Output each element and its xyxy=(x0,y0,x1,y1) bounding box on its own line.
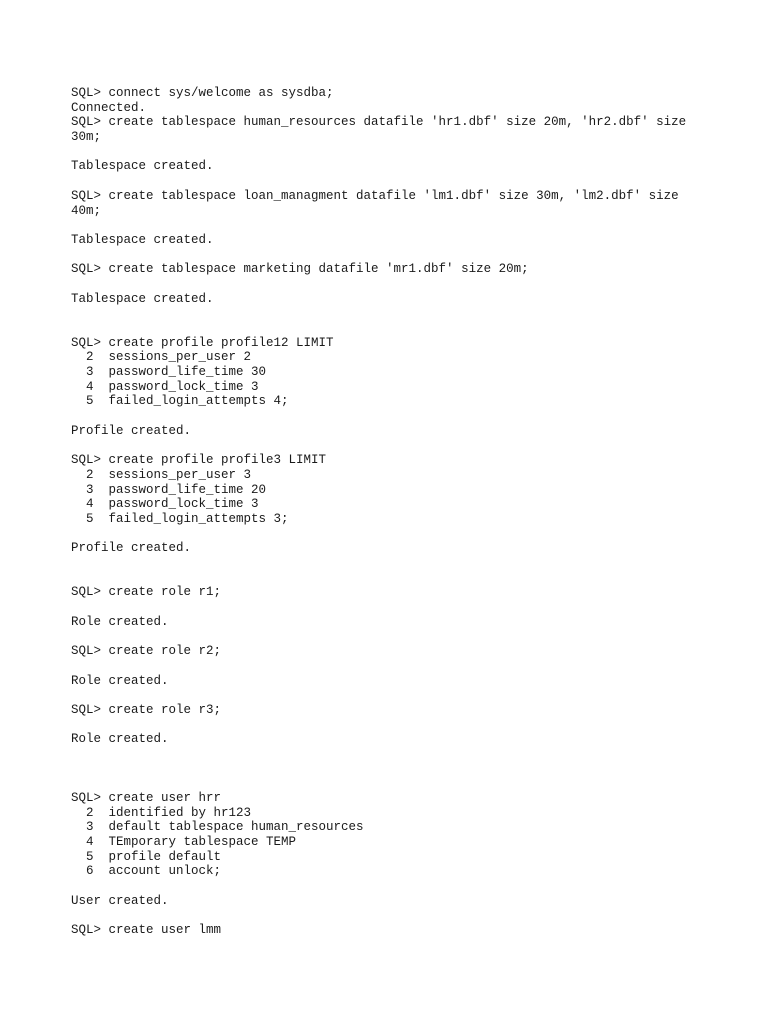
transcript-line xyxy=(71,218,731,233)
transcript-line xyxy=(71,747,731,762)
transcript-line xyxy=(71,762,731,777)
transcript-line: Role created. xyxy=(71,673,169,688)
transcript-line: 3 password_life_time 30 xyxy=(71,365,267,380)
transcript-line: 4 TEmporary tablespace TEMP xyxy=(71,835,297,850)
transcript-line: 2 sessions_per_user 3 xyxy=(71,467,252,482)
transcript-line xyxy=(71,688,731,703)
transcript-line: Profile created. xyxy=(71,541,192,556)
transcript-line: User created. xyxy=(71,893,169,908)
transcript-line xyxy=(71,659,731,674)
transcript-line xyxy=(71,248,731,263)
transcript-line: 3 password_life_time 20 xyxy=(71,482,267,497)
transcript-line xyxy=(71,174,731,189)
transcript-line xyxy=(71,145,731,160)
transcript-line: 40m; xyxy=(71,203,102,218)
transcript-line: SQL> create tablespace marketing datafile 'mr1.dbf' size 20m; xyxy=(71,262,529,277)
transcript-line: SQL> connect sys/welcome as sysdba; xyxy=(71,86,334,100)
transcript-line: 4 password_lock_time 3 xyxy=(71,497,259,512)
transcript-line: 5 failed_login_attempts 3; xyxy=(71,511,289,526)
transcript-line: SQL> create tablespace loan_managment datafile 'lm1.dbf' size 30m, 'lm2.dbf' size xyxy=(71,188,679,203)
transcript-line: 2 sessions_per_user 2 xyxy=(71,350,252,365)
transcript-line: 6 account unlock; xyxy=(71,864,222,879)
transcript-line: 2 identified by hr123 xyxy=(71,805,252,820)
transcript-line xyxy=(71,776,731,791)
transcript-line xyxy=(71,277,731,292)
transcript-line xyxy=(71,556,731,571)
transcript-line: SQL> create user lmm xyxy=(71,923,222,938)
transcript-line: SQL> create user hrr xyxy=(71,791,222,805)
transcript-line xyxy=(71,629,731,644)
transcript-line: Role created. xyxy=(71,732,169,747)
transcript-line: SQL> create role r3; xyxy=(71,702,222,717)
transcript-line: SQL> create role r2; xyxy=(71,644,222,659)
transcript-line: 5 profile default xyxy=(71,849,222,864)
transcript-line xyxy=(71,306,731,321)
transcript-line: SQL> create tablespace human_resources datafile 'hr1.dbf' size 20m, 'hr2.dbf' size xyxy=(71,115,687,130)
transcript-line: 4 password_lock_time 3 xyxy=(71,379,259,394)
transcript-line xyxy=(71,879,731,894)
transcript-line: 30m; xyxy=(71,130,102,145)
sql-session-transcript xyxy=(71,86,731,938)
transcript-line: SQL> create role r1; xyxy=(71,585,222,600)
transcript-line xyxy=(71,527,731,542)
transcript-line xyxy=(71,409,731,424)
transcript-line xyxy=(71,321,731,336)
transcript-line xyxy=(71,909,731,924)
transcript-line xyxy=(71,718,731,733)
transcript-line: Role created. xyxy=(71,614,169,629)
transcript-line: Profile created. xyxy=(71,423,192,438)
transcript-line: Tablespace created. xyxy=(71,291,214,306)
transcript-line: 5 failed_login_attempts 4; xyxy=(71,394,289,409)
transcript-line: Tablespace created. xyxy=(71,159,214,174)
transcript-line: Tablespace created. xyxy=(71,232,214,247)
transcript-line xyxy=(71,571,731,586)
transcript-line: 3 default tablespace human_resources xyxy=(71,820,364,835)
transcript-line: SQL> create profile profile12 LIMIT xyxy=(71,335,334,350)
transcript-line xyxy=(71,600,731,615)
transcript-line: SQL> create profile profile3 LIMIT xyxy=(71,453,327,468)
transcript-line xyxy=(71,439,731,454)
transcript-line: Connected. xyxy=(71,100,147,115)
